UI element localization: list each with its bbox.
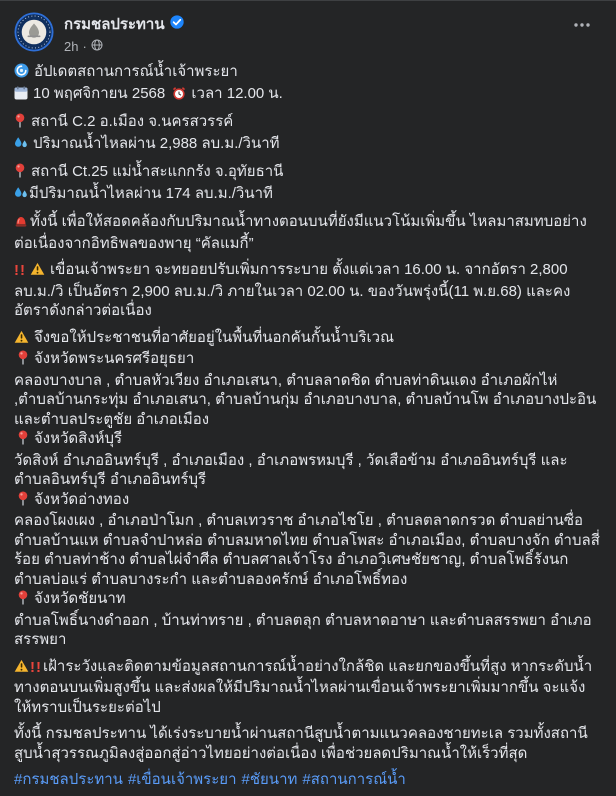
warning-icon xyxy=(14,659,29,679)
dam-release-text: เขื่อนเจ้าพระยา จะทยอยปรับเพิ่มการระบาย ตั้งแต่เวลา 16.00 น. จากอัตรา 2,800 ลบ.ม./วิ เป็นอัตรา 2,900 ลบ.ม./วิ ภายในเวลา 02.00 น. ของวันพรุ่งนี้(11 พ.ย.68) และคงอัตราดังกล่าวต่อเนื่อง xyxy=(14,261,571,319)
monitor-text: เฝ้าระวังและติดตามข้อมูลสถานการณ์น้ำอย่างใกล้ชิด และยกของขึ้นที่สูง หากระดับน้ำทางตอนบนเพิ่มสูงขึ้น และส่งผลให้มีปริมาณน้ำไหลผ่านเขื่อนเจ้าพระยาเพิ่มมากขึ้น จะแจ้งให้ทราบเป็นระยะต่อไป xyxy=(14,657,593,716)
double-exclamation-icon: !! xyxy=(30,658,42,676)
warning-icon xyxy=(14,330,29,350)
block-station-1 xyxy=(14,112,600,155)
province-2-name-line xyxy=(14,429,600,451)
province-4-name-line xyxy=(14,589,600,611)
meta-row xyxy=(64,39,600,54)
post-time-label: เวลา 12.00 น. xyxy=(191,84,283,102)
province-3-name: จังหวัดอ่างทอง xyxy=(34,490,130,508)
meta-separator: · xyxy=(82,39,87,54)
cyclone-icon xyxy=(14,63,29,84)
more-options-button[interactable] xyxy=(566,13,598,37)
station1-name-line xyxy=(14,112,600,134)
header-text xyxy=(64,12,600,54)
alarm-clock-icon xyxy=(172,86,186,106)
province-2-name: จังหวัดสิงห์บุรี xyxy=(34,430,123,447)
station2-name: สถานี Ct.25 แม่น้ำสะแกกรัง จ.อุทัยธานี xyxy=(31,163,284,180)
update-title-text: อัปเดตสถานการณ์น้ำเจ้าพระยา xyxy=(34,63,238,80)
storm-note-paragraph xyxy=(14,212,600,253)
hashtag-link[interactable]: #เขื่อนเจ้าพระยา xyxy=(127,771,237,788)
verified-badge-icon xyxy=(170,15,184,34)
update-title-line xyxy=(14,62,600,84)
hashtags xyxy=(14,770,600,790)
calendar-icon xyxy=(14,86,28,106)
hashtag-link[interactable]: #สถานการณ์น้ำ xyxy=(302,771,406,788)
province-3-name-line xyxy=(14,490,600,512)
block-advisory-areas xyxy=(14,328,600,650)
hashtag-link[interactable]: #ชัยนาท xyxy=(241,771,298,788)
station2-flow-line xyxy=(14,184,600,206)
avatar[interactable] xyxy=(14,12,54,52)
pin-icon xyxy=(17,590,29,611)
warning-icon xyxy=(30,262,45,282)
province-1-areas: คลองบางบาล , ตำบลหัวเวียง อำเภอเสนา, ตำบลลาดชิด ตำบลท่าดินแดง อำเภอผักไห่ ,ตำบลบ้านกระทุ่ม อำเภอเสนา, ตำบลบ้านกุ่ม อำเภอบางบาล, ตำบลบ้านโพ อำเภอบางปะอิน และตำบลประตูชัย อำเภอเมือง xyxy=(14,371,597,428)
pin-icon xyxy=(14,113,26,134)
province-1-name: จังหวัดพระนครศรีอยุธยา xyxy=(34,350,195,367)
monitor-paragraph xyxy=(14,657,600,718)
province-1-name-line xyxy=(14,349,600,371)
station1-flow: ปริมาณน้ำไหลผ่าน 2,988 ลบ.ม./วินาที xyxy=(33,134,280,152)
post-time[interactable]: 2h xyxy=(64,39,79,54)
double-exclamation-icon: !! xyxy=(14,262,26,279)
pin-icon xyxy=(17,491,29,512)
advisory-text: จึงขอให้ประชาชนที่อาศัยอยู่ในพื้นที่นอกคันกั้นน้ำบริเวณ xyxy=(34,328,394,346)
station2-flow: มีปริมาณน้ำไหลผ่าน 174 ลบ.ม./วินาที xyxy=(29,184,273,202)
hashtag-link[interactable]: #กรมชลประทาน xyxy=(14,771,123,788)
province-3-areas: คลองโผงเผง , อำเภอป่าโมก , ตำบลเทวราช อำเภอไชโย , ตำบลตลาดกรวด ตำบลย่านซื่อ ตำบลบ้านแห ตำบลจำปาหล่อ ตำบลมหาดไทย ตำบลโพสะ อำเภอเมือง, ตำบลบางจัก ตำบลสี่ร้อย ตำบลท่าช้าง ตำบลไผ่จำศีล ตำบลศาลเจ้าโรง อำเภอวิเศษชัยชาญ, ตำบลโพธิ์รังนก ตำบลบ่อแร่ ตำบลบางระกำ และตำบลองครักษ์ อำเภอโพธิ์ทอง xyxy=(14,512,600,588)
post-content xyxy=(0,54,616,796)
globe-icon xyxy=(91,39,103,54)
siren-icon xyxy=(14,214,28,234)
block-station-2 xyxy=(14,162,600,205)
storm-note-text: ทั้งนี้ เพื่อให้สอดคล้องกับปริมาณน้ำทางตอนบนที่ยังมีแนวโน้มเพิ่มขึ้น ไหลมาสมทบอย่างต่อเนื่องจากอิทธิพลของพายุ “คัลแมกี้” xyxy=(14,213,587,252)
droplets-icon xyxy=(14,136,28,156)
station1-flow-line xyxy=(14,134,600,156)
drainage-paragraph: ทั้งนี้ กรมชลประทาน ได้เร่งระบายน้ำผ่านสถานีสูบน้ำตามแนวคลองชายทะเล รวมทั้งสถานีสูบน้ำสุวรรณภูมิลงสู่ออกสู่อ่าวไทยอย่างต่อเนื่อง เพื่อช่วยลดปริมาณน้ำให้เร็วที่สุด xyxy=(14,725,588,762)
name-row xyxy=(64,12,600,36)
dam-release-paragraph xyxy=(14,260,600,321)
page-name[interactable]: กรมชลประทาน xyxy=(64,16,165,33)
date-line xyxy=(14,84,600,106)
block-update xyxy=(14,62,600,105)
station1-name: สถานี C.2 อ.เมือง จ.นครสวรรค์ xyxy=(31,113,234,130)
advisory-line xyxy=(14,328,600,350)
province-4-areas: ตำบลโพธิ์นางดำออก , บ้านท่าทราย , ตำบลตลุก ตำบลหาดอาษา และตำบลสรรพยา อำเภอสรรพยา xyxy=(14,611,592,648)
droplets-icon xyxy=(14,186,28,206)
post-header xyxy=(0,1,616,54)
pin-icon xyxy=(17,350,29,371)
post-date: 10 พฤศจิกายน 2568 xyxy=(33,84,166,102)
pin-icon xyxy=(14,163,26,184)
station2-name-line xyxy=(14,162,600,184)
pin-icon xyxy=(17,430,29,451)
province-2-areas: วัดสิงห์ อำเภออินทร์บุรี , อำเภอเมือง , อำเภอพรหมบุรี , วัดเสือข้าม อำเภออินทร์บุรี และตำบลอินทร์บุรี อำเภออินทร์บุรี xyxy=(14,451,568,488)
province-4-name: จังหวัดชัยนาท xyxy=(34,590,126,607)
